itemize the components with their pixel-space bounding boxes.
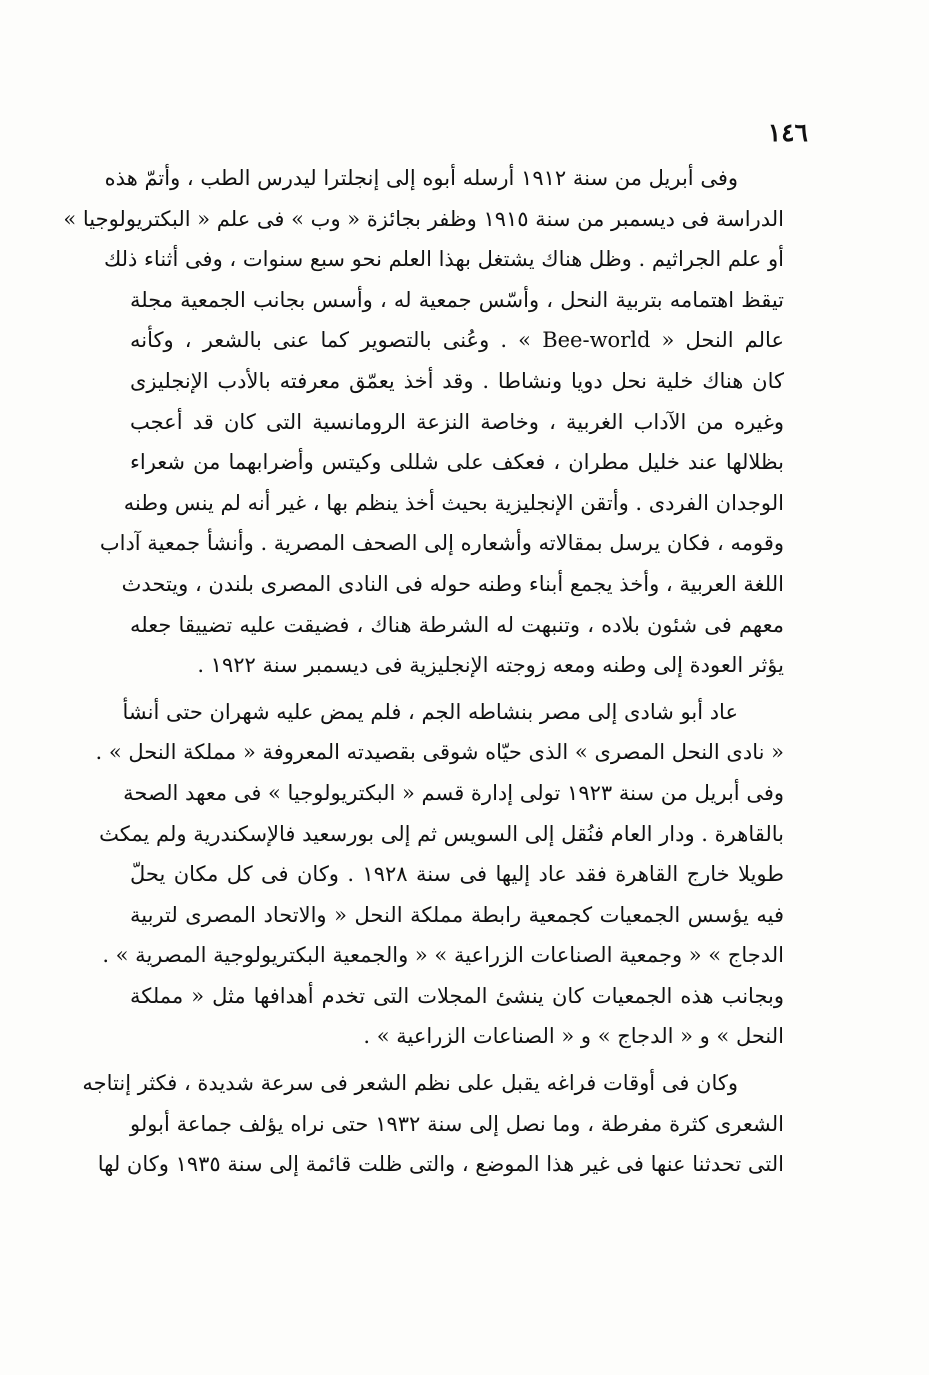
text-line: فيه يؤسس الجمعيات كجمعية رابطة مملكة النحل « والاتحاد المصرى لتربية: [130, 902, 784, 927]
paragraph-3: [82, 1063, 784, 1185]
text-line: تيقظ اهتمامه بتربية النحل ، وأسّس جمعية له ، وأسس بجانب الجمعية مجلة: [130, 287, 784, 312]
text-line: طويلا خارج القاهرة فقد عاد إليها فى سنة ١٩٢٨ . وكان فى كل مكان يحلّ: [130, 862, 784, 887]
text-line: عالم النحل « Bee-world » . وعُنى بالتصوير كما عنى بالشعر ، وكأنه: [130, 328, 784, 353]
text-line: بظلالها عند خليل مطران ، فعكف على شللى وكيتس وأضرابهما من شعراء: [130, 450, 784, 475]
text-line: يؤثر العودة إلى وطنه ومعه زوجته الإنجليزية فى ديسمبر سنة ١٩٢٢ .: [197, 653, 784, 678]
text-line: معهم فى شئون بلاده ، وتنبهت له الشرطة هناك ، فضيقت عليه تضييقا جعله: [130, 612, 784, 637]
text-line: وفى أبريل من سنة ١٩٢٣ تولى إدارة قسم « البكتريولوجيا » فى معهد الصحة: [123, 780, 784, 805]
text-line: أو علم الجراثيم . وظل هناك يشتغل بهذا العلم نحو سبع سنوات ، وفى أثناء ذلك: [103, 247, 784, 272]
text-line: اللغة العربية ، وأخذ يجمع أبناء وطنه حوله فى النادى المصرى بلندن ، ويتحدث: [121, 571, 784, 596]
text-line: وكان فى أوقات فراغه يقبل على نظم الشعر فى سرعة شديدة ، فكثر إنتاجه: [82, 1071, 738, 1096]
text-line: الشعرى كثرة مفرطة ، وما نصل إلى سنة ١٩٣٢ حتى نراه يؤلف جماعة أبولو: [130, 1111, 784, 1136]
text-line: بالقاهرة . ودار العام فنُقل إلى السويس ثم إلى بورسعيد فالإسكندرية ولم يمكث: [99, 821, 784, 846]
text-line: الدجاج » « وجمعية الصناعات الزراعية » « والجمعية البكتريولوجية المصرية » .: [102, 943, 784, 968]
body-text: [63, 158, 784, 1185]
page-number: ١٤٦: [767, 118, 808, 147]
text-line: الدراسة فى ديسمبر من سنة ١٩١٥ وظفر بجائزة « وب » فى علم « البكتريولوجيا »: [63, 206, 784, 231]
paragraph-2: [95, 692, 784, 1057]
text-line: كان هناك خلية نحل دويا ونشاطا . وقد أخذ يعمّق معرفته بالأدب الإنجليزى: [130, 368, 784, 393]
text-line: التى تحدثنا عنها فى غير هذا الموضع ، والتى ظلت قائمة إلى سنة ١٩٣٥ وكان لها: [97, 1152, 784, 1177]
text-line: وغيره من الآداب الغربية ، وخاصة النزعة الرومانسية التى كان قد أعجب: [130, 409, 784, 434]
text-line: وبجانب هذه الجمعيات كان ينشئ المجلات التى تخدم أهدافها مثل « مملكة: [130, 983, 784, 1008]
paragraph-1: [63, 158, 784, 686]
text-line: الوجدان الفردى . وأتقن الإنجليزية بحيث أخذ ينظم بها ، غير أنه لم ينس وطنه: [123, 490, 784, 515]
text-line: وقومه ، فكان يرسل بمقالاته وأشعاره إلى الصحف المصرية . وأنشأ جمعية آداب: [99, 531, 784, 556]
text-line: النحل » و « الدجاج » و « الصناعات الزراعية » .: [363, 1024, 784, 1049]
text-line: عاد أبو شادى إلى مصر بنشاطه الجم ، فلم يمض عليه شهران حتى أنشأ: [122, 699, 738, 724]
text-line: « نادى النحل المصرى » الذى حيّاه شوقى بقصيدته المعروفة « مملكة النحل » .: [95, 740, 784, 765]
text-line: وفى أبريل من سنة ١٩١٢ أرسله أبوه إلى إنجلترا ليدرس الطب ، وأتمّ هذه: [104, 166, 738, 190]
